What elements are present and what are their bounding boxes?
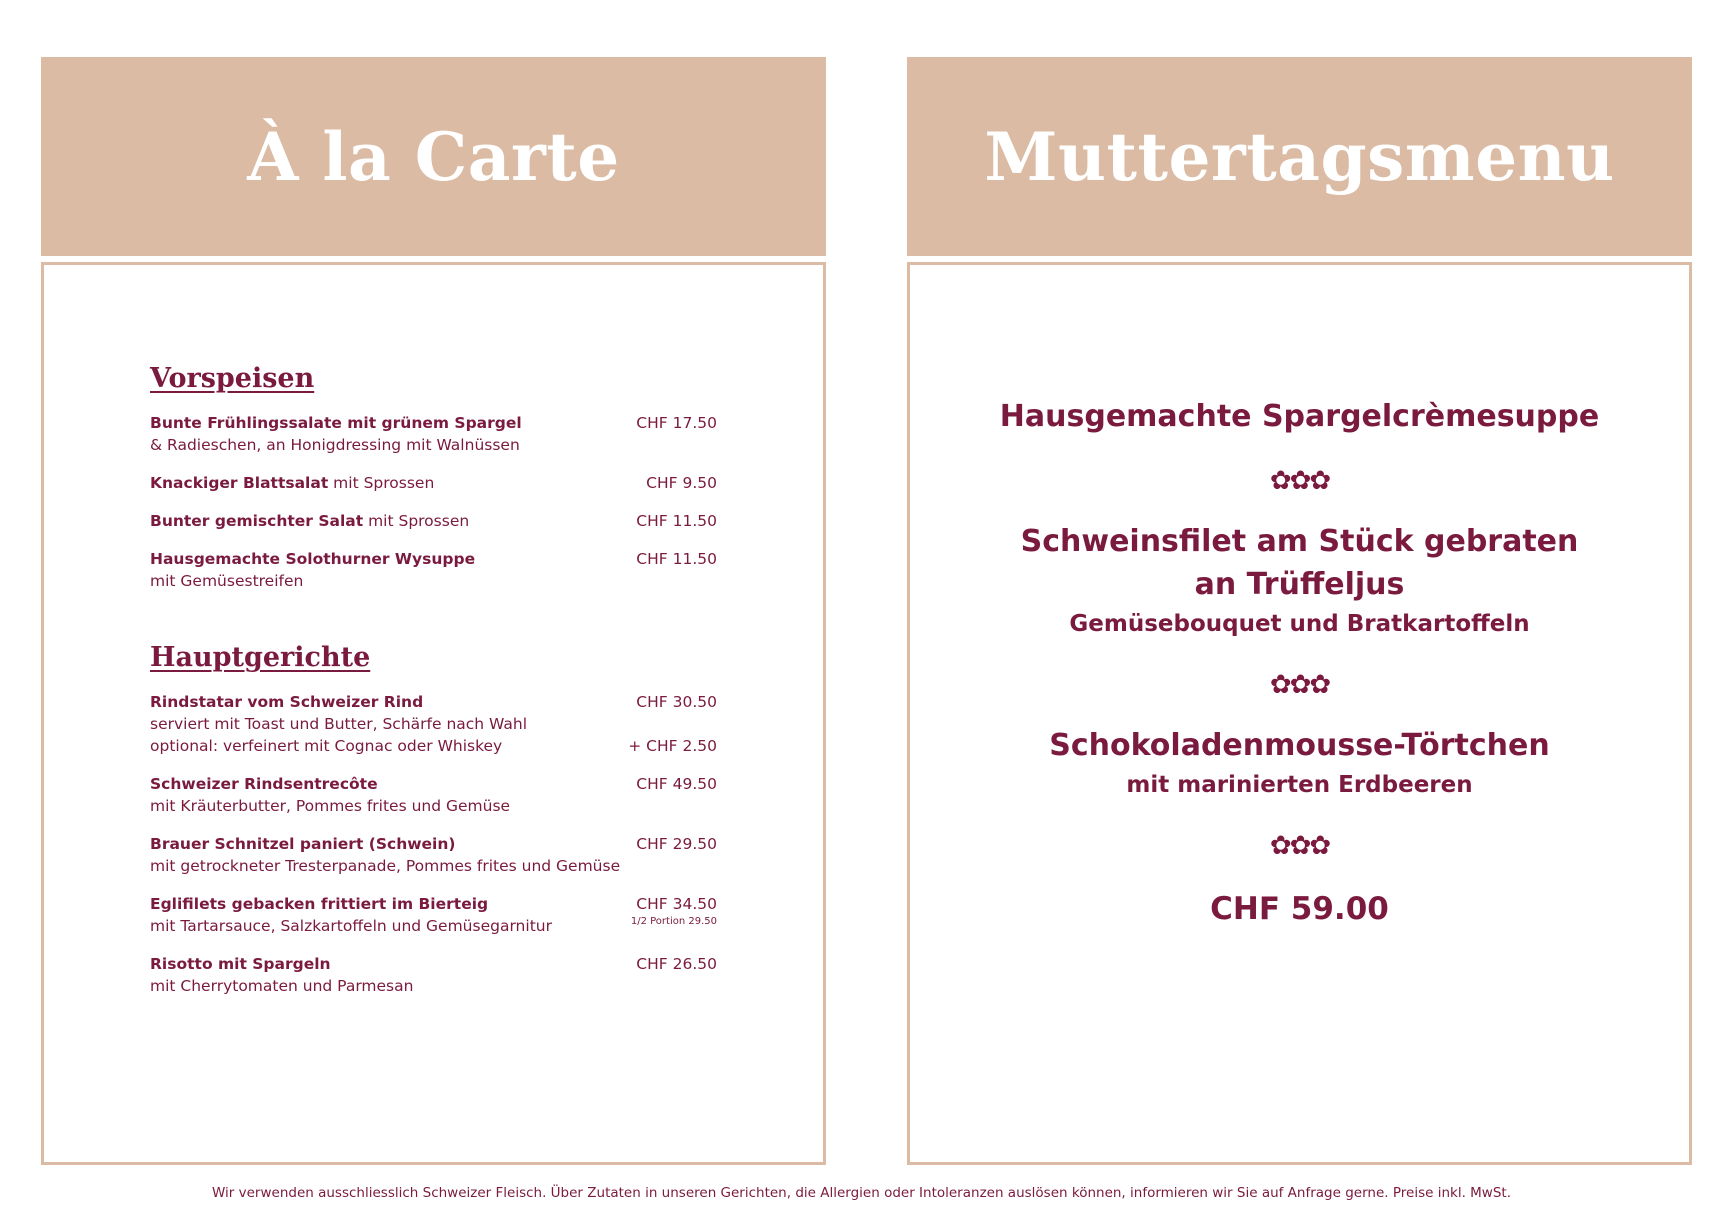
a-la-carte-panel [41, 57, 826, 1165]
menu-item [150, 510, 717, 532]
item-price: CHF 26.50 [636, 955, 717, 973]
menu-item [150, 893, 717, 937]
item-name: Bunter gemischter Salat [150, 512, 364, 530]
item-desc: mit Gemüsestreifen [150, 572, 304, 590]
course-dessert: Schokoladenmousse-Törtchen [1049, 728, 1550, 763]
tasting-menu-price: CHF 59.00 [1210, 891, 1389, 927]
item-name: Schweizer Rindsentrecôte [150, 775, 378, 793]
a-la-carte-title: À la Carte [247, 117, 620, 196]
section-spacer [150, 608, 717, 642]
item-price: CHF 29.50 [636, 835, 717, 853]
muttertagsmenu-banner [907, 57, 1692, 256]
item-desc: serviert mit Toast und Butter, Schärfe nach Wahl [150, 715, 528, 733]
a-la-carte-box [41, 262, 826, 1165]
item-extra: mit Sprossen [363, 512, 470, 530]
muttertagsmenu-panel [907, 57, 1692, 1165]
item-extra: mit Sprossen [328, 474, 435, 492]
item-price: CHF 34.50 [636, 895, 717, 913]
item-desc: mit Cherrytomaten und Parmesan [150, 977, 414, 995]
course-dessert-sub: mit marinierten Erdbeeren [1126, 772, 1473, 798]
item-name: Hausgemachte Solothurner Wysuppe [150, 550, 476, 568]
item-price-optional: + CHF 2.50 [628, 737, 717, 755]
course-main-sides: Gemüsebouquet und Bratkartoffeln [1069, 611, 1530, 637]
item-price: CHF 49.50 [636, 775, 717, 793]
course-starter: Hausgemachte Spargelcrèmesuppe [999, 399, 1600, 434]
course-main-line2: an Trüffeljus [1194, 567, 1405, 602]
tasting-menu [910, 395, 1689, 927]
item-price: CHF 17.50 [636, 414, 717, 432]
item-name: Rindstatar vom Schweizer Rind [150, 693, 424, 711]
footer-note: Wir verwenden ausschliesslich Schweizer Fleisch. Über Zutaten in unseren Gerichten, die Allergien oder Intoleranzen auslösen können, informieren wir Sie auf Anfrage gerne. Preise inkl. MwSt. [211, 1185, 1511, 1201]
item-desc: mit Tartarsauce, Salzkartoffeln und Gemüsegarnitur [150, 917, 552, 935]
menu-item [150, 773, 717, 817]
course-main-line1: Schweinsfilet am Stück gebraten [1020, 524, 1579, 559]
menu-item [150, 691, 717, 757]
item-name: Risotto mit Spargeln [150, 955, 331, 973]
a-la-carte-banner [41, 57, 826, 256]
menu-item [150, 548, 717, 592]
item-half-portion-price: 1/2 Portion 29.50 [630, 916, 717, 927]
muttertagsmenu-title: Muttertagsmenu [984, 117, 1615, 196]
menu-item [150, 412, 717, 456]
item-desc: & Radieschen, an Honigdressing mit Walnüssen [150, 436, 520, 454]
item-name: Brauer Schnitzel paniert (Schwein) [150, 835, 456, 853]
item-name: Eglifilets gebacken frittiert im Bierteig [150, 895, 489, 913]
item-price: CHF 11.50 [636, 550, 717, 568]
a-la-carte-content [150, 363, 717, 1013]
item-price: CHF 9.50 [646, 474, 717, 492]
flower-separator-icon: ✿✿✿ [1269, 466, 1330, 496]
item-name: Bunte Frühlingssalate mit grünem Spargel [150, 414, 522, 432]
item-price: CHF 30.50 [636, 693, 717, 711]
item-desc: mit Kräuterbutter, Pommes frites und Gemüse [150, 797, 511, 815]
muttertagsmenu-box [907, 262, 1692, 1165]
section-title-hauptgerichte: Hauptgerichte [150, 642, 371, 673]
menu-item [150, 953, 717, 997]
menu-item [150, 472, 717, 494]
item-name: Knackiger Blattsalat [150, 474, 329, 492]
menu-item [150, 833, 717, 877]
flower-separator-icon: ✿✿✿ [1269, 670, 1330, 700]
item-desc: mit getrockneter Tresterpanade, Pommes frites und Gemüse [150, 857, 621, 875]
section-title-vorspeisen: Vorspeisen [150, 363, 315, 394]
flower-separator-icon: ✿✿✿ [1269, 831, 1330, 861]
item-desc-optional: optional: verfeinert mit Cognac oder Whiskey [150, 737, 503, 755]
item-price: CHF 11.50 [636, 512, 717, 530]
